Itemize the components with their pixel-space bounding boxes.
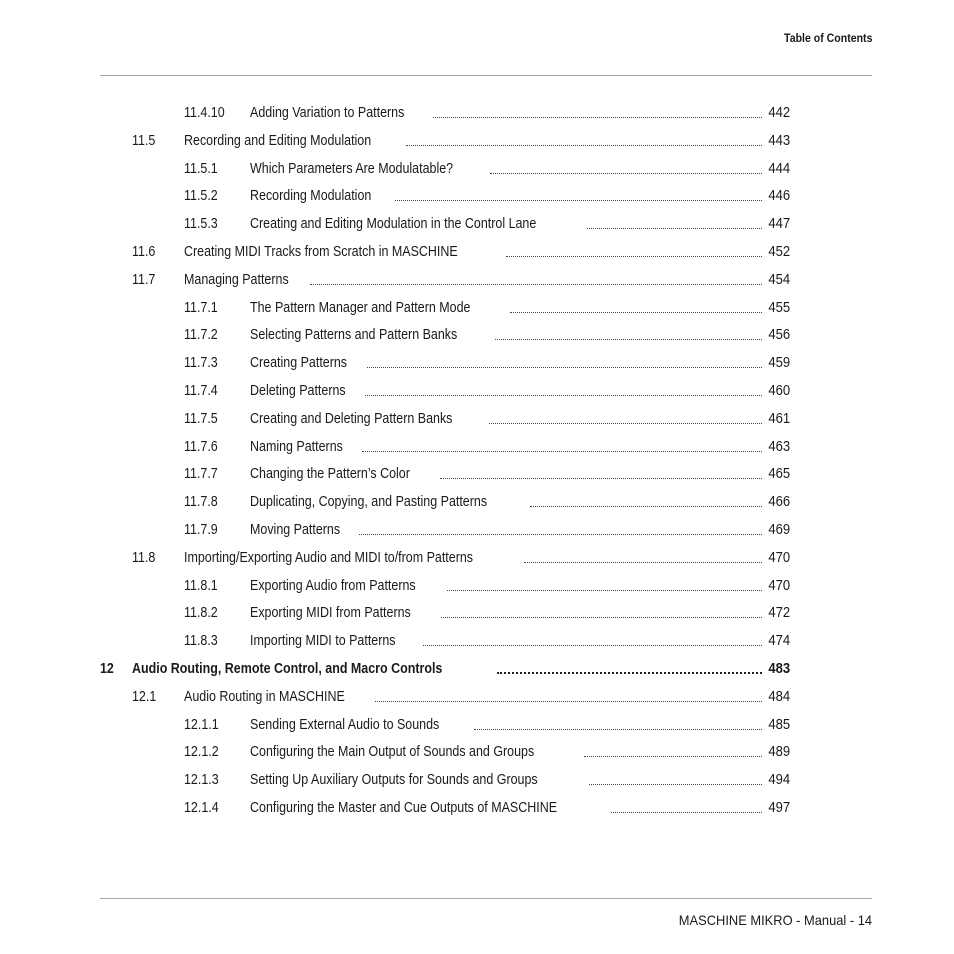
toc-entry[interactable]: [0, 131, 954, 151]
toc-entry-line: [184, 689, 790, 705]
dot-leader: [359, 533, 762, 535]
toc-entry-line: [250, 188, 790, 204]
toc-entry[interactable]: [0, 298, 954, 318]
toc-entry-title[interactable]: Recording Modulation: [250, 188, 372, 205]
toc-entry[interactable]: [0, 186, 954, 206]
toc-entry-line: [184, 550, 790, 566]
toc-entry-page[interactable]: 470: [768, 549, 790, 566]
toc-entry[interactable]: [0, 242, 954, 262]
toc-entry-page[interactable]: 485: [768, 716, 790, 733]
toc-entry-number: 11.6: [132, 244, 156, 260]
dot-leader: [611, 811, 762, 813]
toc-entry-title[interactable]: Which Parameters Are Modulatable?: [250, 160, 454, 177]
toc-entry-page[interactable]: 455: [768, 299, 790, 316]
dot-leader: [506, 255, 762, 257]
header-divider: [100, 75, 872, 76]
toc-entry-line: [250, 494, 790, 510]
toc-entry-page[interactable]: 465: [768, 466, 790, 483]
dot-leader: [524, 561, 762, 563]
toc-entry-page[interactable]: 469: [768, 522, 790, 538]
toc-entry-page[interactable]: 470: [768, 577, 790, 594]
toc-entry-number: 11.8.1: [184, 577, 218, 594]
toc-entry-number: 12: [100, 661, 114, 677]
dot-leader: [367, 366, 762, 368]
page-header-title: Table of Contents: [783, 31, 872, 45]
toc-entry-number: 11.8.2: [184, 605, 218, 622]
toc-entry-line: [250, 216, 790, 232]
toc-entry[interactable]: [0, 520, 954, 540]
page-footer: MASCHINE MIKRO - Manual - 14: [678, 912, 872, 928]
dot-leader: [489, 422, 761, 424]
toc-entry-number: 11.7.1: [184, 299, 218, 316]
toc-entry-title[interactable]: Exporting Audio from Patterns: [250, 577, 416, 594]
toc-entry-number: 11.4.10: [184, 105, 225, 121]
toc-entry-line: [132, 661, 790, 677]
dot-leader: [510, 311, 761, 313]
dot-leader: [474, 728, 762, 730]
dot-leader: [440, 477, 762, 479]
toc-entry-page[interactable]: 463: [768, 438, 790, 455]
toc-entry-title[interactable]: Managing Patterns: [184, 271, 289, 288]
toc-entry[interactable]: [0, 742, 954, 762]
toc-entry[interactable]: [0, 159, 954, 179]
toc-entry-number: 11.7.2: [184, 327, 218, 344]
toc-entry-line: [250, 633, 790, 649]
dot-leader: [530, 505, 762, 507]
toc-entry[interactable]: [0, 548, 954, 568]
toc-entry-title[interactable]: Creating MIDI Tracks from Scratch in MASCHINE: [184, 244, 458, 260]
toc-entry[interactable]: [0, 715, 954, 735]
toc-entry-line: [250, 772, 790, 788]
toc-entry-title[interactable]: Creating Patterns: [250, 355, 348, 372]
dot-leader: [495, 338, 762, 340]
toc-entry-line: [250, 717, 790, 733]
toc-entry-line: [184, 272, 790, 288]
toc-entry-number: 11.5.1: [184, 160, 218, 177]
footer-divider: [100, 898, 872, 899]
toc-entry-page[interactable]: 484: [768, 688, 790, 705]
dot-leader: [497, 671, 762, 674]
toc-entry[interactable]: [0, 576, 954, 596]
toc-entry-title[interactable]: Changing the Pattern’s Color: [250, 466, 410, 483]
toc-entry-title[interactable]: Configuring the Master and Cue Outputs of MASCHINE: [250, 800, 558, 816]
toc-entry-page[interactable]: 454: [768, 271, 790, 288]
dot-leader: [433, 116, 761, 118]
toc-entry-number: 11.5.3: [184, 216, 218, 233]
dot-leader: [406, 144, 762, 146]
toc-entry-line: [250, 411, 790, 427]
toc-entry-page[interactable]: 489: [768, 744, 790, 761]
toc-entry-number: 12.1.3: [184, 772, 219, 789]
toc-entry-page[interactable]: 466: [768, 494, 790, 511]
dot-leader: [375, 700, 762, 702]
toc-entry-number: 11.5: [132, 132, 156, 149]
toc-entry-title[interactable]: Audio Routing, Remote Control, and Macro Controls: [132, 661, 443, 677]
toc-entry-line: [250, 605, 790, 621]
toc-entry-title[interactable]: Setting Up Auxiliary Outputs for Sounds and Groups: [250, 772, 538, 789]
toc-entry[interactable]: [0, 631, 954, 651]
toc-entry-number: 12.1: [132, 688, 157, 705]
toc-entry-number: 12.1.1: [184, 716, 219, 733]
toc-entry-number: 11.7: [132, 271, 156, 288]
toc-entry[interactable]: [0, 770, 954, 790]
toc-entry-title[interactable]: Importing/Exporting Audio and MIDI to/from Patterns: [184, 549, 474, 566]
toc-entry-page[interactable]: 442: [768, 105, 790, 121]
toc-entry-title[interactable]: Creating and Deleting Pattern Banks: [250, 410, 453, 427]
toc-entry-number: 11.7.5: [184, 410, 218, 427]
toc-entry-page[interactable]: 456: [768, 327, 790, 344]
toc-entry-title[interactable]: Audio Routing in MASCHINE: [184, 688, 345, 705]
toc-entry-line: [250, 744, 790, 760]
toc-entry-line: [250, 300, 790, 316]
dot-leader: [490, 172, 762, 174]
toc-entry[interactable]: [0, 409, 954, 429]
toc-entry-page[interactable]: 446: [768, 188, 790, 205]
toc-entry-page[interactable]: 461: [768, 410, 790, 427]
toc-entry-number: 11.8.3: [184, 633, 218, 650]
toc-entry-number: 11.7.6: [184, 438, 218, 455]
toc-entry[interactable]: [0, 492, 954, 512]
dot-leader: [447, 589, 762, 591]
toc-entry[interactable]: [0, 437, 954, 457]
dot-leader: [395, 199, 762, 201]
toc-entry-title[interactable]: Adding Variation to Patterns: [250, 105, 405, 121]
toc-entry-number: 12.1.4: [184, 800, 219, 816]
toc-entry-title[interactable]: Importing MIDI to Patterns: [250, 633, 396, 650]
toc-entry-line: [250, 466, 790, 482]
toc-entry-page[interactable]: 459: [768, 355, 790, 372]
toc-entry-number: 12.1.2: [184, 744, 219, 761]
toc-entry-title[interactable]: Moving Patterns: [250, 522, 341, 538]
dot-leader: [423, 644, 762, 646]
toc-entry-line: [250, 355, 790, 371]
dot-leader: [589, 783, 762, 785]
dot-leader: [587, 227, 762, 229]
toc-entry-line: [250, 105, 790, 121]
dot-leader: [310, 283, 762, 285]
dot-leader: [362, 450, 762, 452]
toc-entry-title[interactable]: Recording and Editing Modulation: [184, 132, 372, 149]
toc-entry-number: 11.7.7: [184, 466, 218, 483]
toc-entry[interactable]: [0, 381, 954, 401]
toc-entry[interactable]: [0, 603, 954, 623]
toc-entry-title[interactable]: Exporting MIDI from Patterns: [250, 605, 411, 622]
toc-entry-title[interactable]: Sending External Audio to Sounds: [250, 716, 440, 733]
toc-entry-number: 11.7.9: [184, 522, 218, 538]
toc-entry-title[interactable]: Selecting Patterns and Pattern Banks: [250, 327, 458, 344]
toc-entry[interactable]: [0, 687, 954, 707]
dot-leader: [441, 616, 762, 618]
toc-entry-page[interactable]: 447: [768, 216, 790, 233]
toc-entry-number: 11.7.8: [184, 494, 218, 511]
dot-leader: [365, 394, 762, 396]
toc-entry-page[interactable]: 452: [768, 244, 790, 260]
toc-entry-line: [250, 522, 790, 538]
toc-entry-number: 11.7.4: [184, 383, 218, 399]
toc-entry[interactable]: [0, 464, 954, 484]
toc-entry[interactable]: [0, 325, 954, 345]
toc-entry[interactable]: [0, 353, 954, 373]
toc-entry[interactable]: [0, 270, 954, 290]
toc-entry-number: 11.8: [132, 549, 156, 566]
toc-entry-page[interactable]: 483: [768, 661, 790, 677]
toc-entry-title[interactable]: Duplicating, Copying, and Pasting Patterns: [250, 494, 488, 511]
toc-entry-page[interactable]: 494: [768, 772, 790, 789]
toc-entry-line: [250, 800, 790, 816]
toc-entry-line: [184, 244, 790, 260]
toc-entry[interactable]: [0, 798, 954, 818]
toc-entry-line: [250, 383, 790, 399]
toc-entry-page[interactable]: 472: [768, 605, 790, 622]
toc-entry-line: [250, 161, 790, 177]
toc-entry-line: [184, 133, 790, 149]
dot-leader: [584, 755, 761, 757]
toc-entry[interactable]: [0, 659, 954, 679]
toc-entry-title[interactable]: Deleting Patterns: [250, 383, 346, 399]
toc-entry-line: [250, 439, 790, 455]
toc-entry-page[interactable]: 444: [768, 160, 790, 177]
toc-entry-line: [250, 327, 790, 343]
toc-entry-page[interactable]: 460: [768, 383, 790, 399]
toc-entry-page[interactable]: 497: [768, 800, 790, 816]
toc-entry-title[interactable]: Creating and Editing Modulation in the Control Lane: [250, 216, 537, 233]
toc-entry-page[interactable]: 474: [768, 633, 790, 650]
toc-entry-title[interactable]: Naming Patterns: [250, 438, 343, 455]
toc-entry-line: [250, 578, 790, 594]
toc-entry-number: 11.5.2: [184, 188, 218, 205]
toc-entry-title[interactable]: The Pattern Manager and Pattern Mode: [250, 299, 471, 316]
toc-entry-page[interactable]: 443: [768, 132, 790, 149]
toc-entry[interactable]: [0, 103, 954, 123]
toc-entry-title[interactable]: Configuring the Main Output of Sounds and Groups: [250, 744, 535, 761]
toc-entry[interactable]: [0, 214, 954, 234]
toc-entry-number: 11.7.3: [184, 355, 218, 372]
